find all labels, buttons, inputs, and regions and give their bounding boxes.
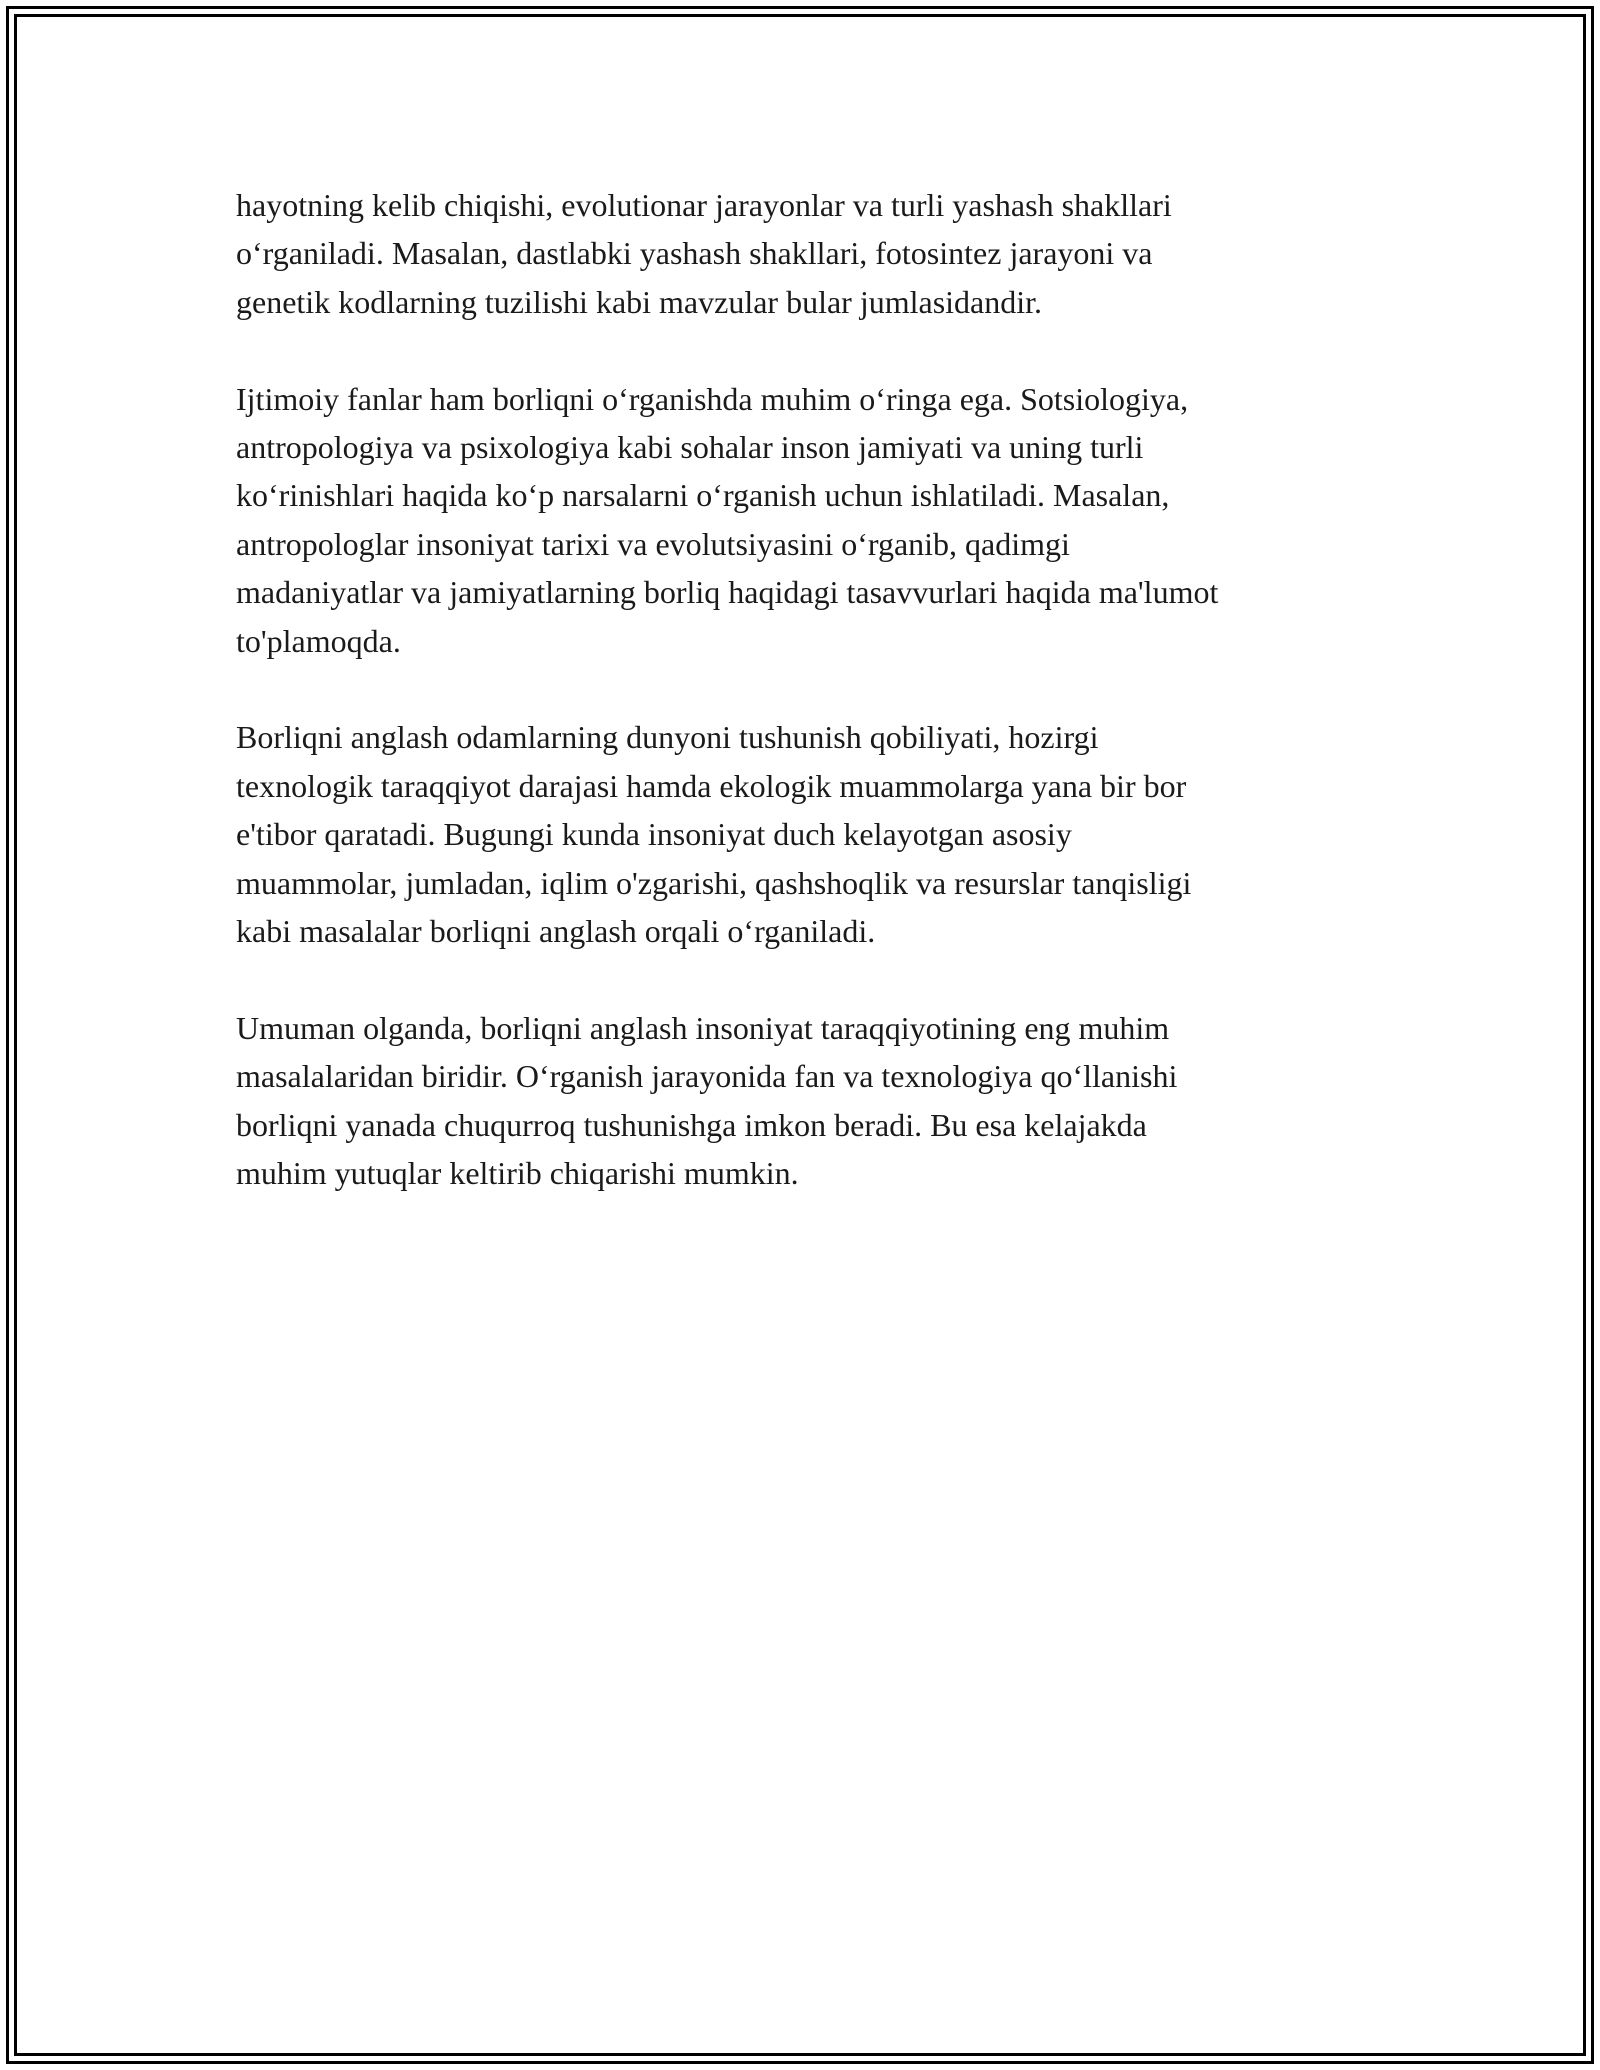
text-line: madaniyatlar va jamiyatlarning borliq haqidagi tasavvurlari haqida ma'lumot — [236, 574, 1219, 611]
text-line: antropologlar insoniyat tarixi va evolutsiyasini o‘rganib, qadimgi — [236, 525, 1070, 562]
text-line: texnologik taraqqiyot darajasi hamda ekologik muammolarga yana bir bor — [236, 767, 1187, 804]
text-line: e'tibor qaratadi. Bugungi kunda insoniyat duch kelayotgan asosiy — [236, 816, 1072, 853]
text-line: Borliqni anglash odamlarning dunyoni tushunish qobiliyati, hozirgi — [236, 719, 1099, 756]
text-line: o‘rganiladi. Masalan, dastlabki yashash shakllari, fotosintez jarayoni va — [236, 235, 1153, 272]
text-line: Ijtimoiy fanlar ham borliqni o‘rganishda muhim o‘ringa ega. Sotsiologiya, — [236, 380, 1189, 417]
text-line: ko‘rinishlari haqida ko‘p narsalarni o‘rganish uchun ishlatiladi. Masalan, — [236, 477, 1170, 514]
document-body — [236, 181, 1386, 1246]
text-line: muammolar, jumladan, iqlim o'zgarishi, qashshoqlik va resurslar tanqisligi — [236, 864, 1192, 901]
text-line: hayotning kelib chiqishi, evolutionar jarayonlar va turli yashash shakllari — [236, 187, 1172, 223]
paragraph-1 — [236, 181, 1386, 326]
paragraph-3 — [236, 713, 1386, 955]
text-line: borliqni yanada chuqurroq tushunishga imkon beradi. Bu esa kelajakda — [236, 1106, 1147, 1143]
paragraph-4 — [236, 1004, 1386, 1198]
text-line: antropologiya va psixologiya kabi sohalar inson jamiyati va uning turli — [236, 429, 1144, 466]
paragraph-2 — [236, 375, 1386, 665]
text-line: muhim yutuqlar keltirib chiqarishi mumkin. — [236, 1155, 799, 1192]
text-line: masalalaridan biridir. O‘rganish jarayonida fan va texnologiya qo‘llanishi — [236, 1058, 1178, 1095]
text-line: Umuman olganda, borliqni anglash insoniyat taraqqiyotining eng muhim — [236, 1009, 1170, 1046]
text-line: kabi masalalar borliqni anglash orqali o‘rganiladi. — [236, 913, 876, 950]
text-line: to'plamoqda. — [236, 622, 401, 659]
text-line: genetik kodlarning tuzilishi kabi mavzular bular jumlasidandir. — [236, 283, 1043, 320]
